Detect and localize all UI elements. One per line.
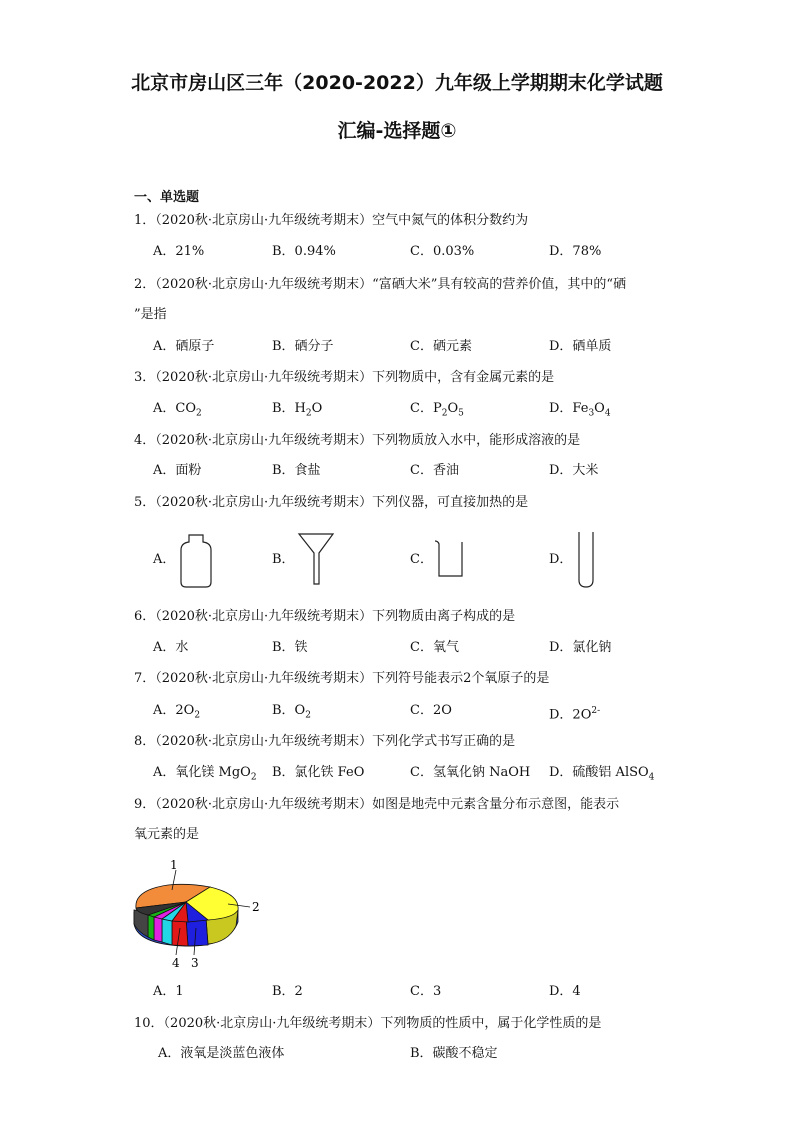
- q3-option-c[interactable]: C．$P_2O_5$: [410, 401, 464, 419]
- doc-title-line2: 汇编-选择题①: [337, 120, 457, 142]
- q9-option-c[interactable]: C．3: [410, 984, 442, 999]
- q6-option-b[interactable]: B．铁: [272, 640, 308, 655]
- question-4: 4．（2020秋·北京房山·九年级统考期末）下列物质放入水中，能形成溶液的是: [134, 433, 581, 448]
- q6-option-d[interactable]: D．氯化钠: [549, 640, 612, 655]
- pie-label-3: 3: [191, 956, 199, 970]
- q5-option-d[interactable]: D．: [549, 552, 573, 567]
- q2-option-d[interactable]: D．硒单质: [549, 339, 612, 354]
- question-2-cont: ”是指: [134, 307, 167, 322]
- q8-option-a[interactable]: A．氧化镁 MgO$_2$: [153, 765, 257, 783]
- q1-option-d[interactable]: D．78%: [549, 244, 602, 259]
- question-9-cont: 氧元素的是: [134, 827, 200, 842]
- question-6: 6．（2020秋·北京房山·九年级统考期末）下列物质由离子构成的是: [134, 609, 516, 624]
- q8-option-b[interactable]: B．氯化铁 FeO: [272, 765, 365, 780]
- q9-option-b[interactable]: B．2: [272, 984, 303, 999]
- question-5: 5．（2020秋·北京房山·九年级统考期末）下列仪器，可直接加热的是: [134, 495, 529, 510]
- beaker-icon: [434, 538, 464, 580]
- question-7: 7．（2020秋·北京房山·九年级统考期末）下列符号能表示2个氧原子的是: [134, 671, 550, 686]
- q5-option-c[interactable]: C．: [410, 552, 433, 567]
- q7-option-d[interactable]: D．$2O^{2-}$: [549, 706, 601, 723]
- q5-option-b[interactable]: B．: [272, 552, 295, 567]
- q4-option-a[interactable]: A．面粉: [153, 463, 202, 478]
- question-10: 10．（2020秋·北京房山·九年级统考期末）下列物质的性质中，属于化学性质的是: [134, 1016, 602, 1031]
- pie-label-2: 2: [252, 900, 260, 914]
- question-1: 1．（2020秋·北京房山·九年级统考期末）空气中氮气的体积分数约为: [134, 213, 529, 228]
- q6-option-c[interactable]: C．氧气: [410, 640, 459, 655]
- q1-option-c[interactable]: C．0.03%: [410, 244, 475, 259]
- q6-option-a[interactable]: A．水: [153, 640, 189, 655]
- doc-title-line1: 北京市房山区三年（2020-2022）九年级上学期期末化学试题: [131, 72, 663, 94]
- q8-option-d[interactable]: D．硫酸铝 AlSO$_4$: [549, 765, 655, 783]
- question-8: 8．（2020秋·北京房山·九年级统考期末）下列化学式书写正确的是: [134, 734, 516, 749]
- q7-option-b[interactable]: B．$O_2$: [272, 703, 311, 721]
- q2-option-b[interactable]: B．硒分子: [272, 339, 334, 354]
- funnel-icon: [297, 531, 335, 587]
- q2-option-a[interactable]: A．硒原子: [153, 339, 215, 354]
- q9-option-d[interactable]: D．4: [549, 984, 581, 999]
- q7-option-c[interactable]: C．2O: [410, 703, 452, 718]
- q4-option-c[interactable]: C．香油: [410, 463, 459, 478]
- q3-option-a[interactable]: A．$CO_2$: [153, 401, 202, 419]
- pie-label-4: 4: [172, 956, 180, 970]
- q8-option-c[interactable]: C．氢氧化钠 NaOH: [410, 765, 531, 780]
- question-9: 9．（2020秋·北京房山·九年级统考期末）如图是地壳中元素含量分布示意图，能表示: [134, 797, 620, 812]
- q1-option-a[interactable]: A．21%: [153, 244, 205, 259]
- q10-option-b[interactable]: B．碳酸不稳定: [410, 1046, 498, 1061]
- q3-option-b[interactable]: B．$H_2O$: [272, 401, 323, 419]
- crust-element-pie-figure: [128, 852, 268, 972]
- gas-collecting-bottle-icon: [178, 532, 214, 590]
- q9-option-a[interactable]: A．1: [153, 984, 184, 999]
- q2-option-c[interactable]: C．硒元素: [410, 339, 472, 354]
- q1-option-b[interactable]: B．0.94%: [272, 244, 336, 259]
- q4-option-b[interactable]: B．食盐: [272, 463, 321, 478]
- q4-option-d[interactable]: D．大米: [549, 463, 599, 478]
- test-tube-icon: [575, 530, 599, 590]
- q7-option-a[interactable]: A．$2O_2$: [153, 703, 201, 721]
- section-heading: 一、单选题: [134, 190, 200, 205]
- question-3: 3．（2020秋·北京房山·九年级统考期末）下列物质中，含有金属元素的是: [134, 370, 555, 385]
- question-2: 2．（2020秋·北京房山·九年级统考期末）“富硒大米”具有较高的营养价值，其中的“硒: [134, 277, 627, 292]
- q10-option-a[interactable]: A．液氧是淡蓝色液体: [158, 1046, 285, 1061]
- q3-option-d[interactable]: D．$Fe_3O_4$: [549, 401, 611, 419]
- q5-option-a[interactable]: A．: [153, 552, 176, 567]
- pie-label-1: 1: [170, 858, 178, 872]
